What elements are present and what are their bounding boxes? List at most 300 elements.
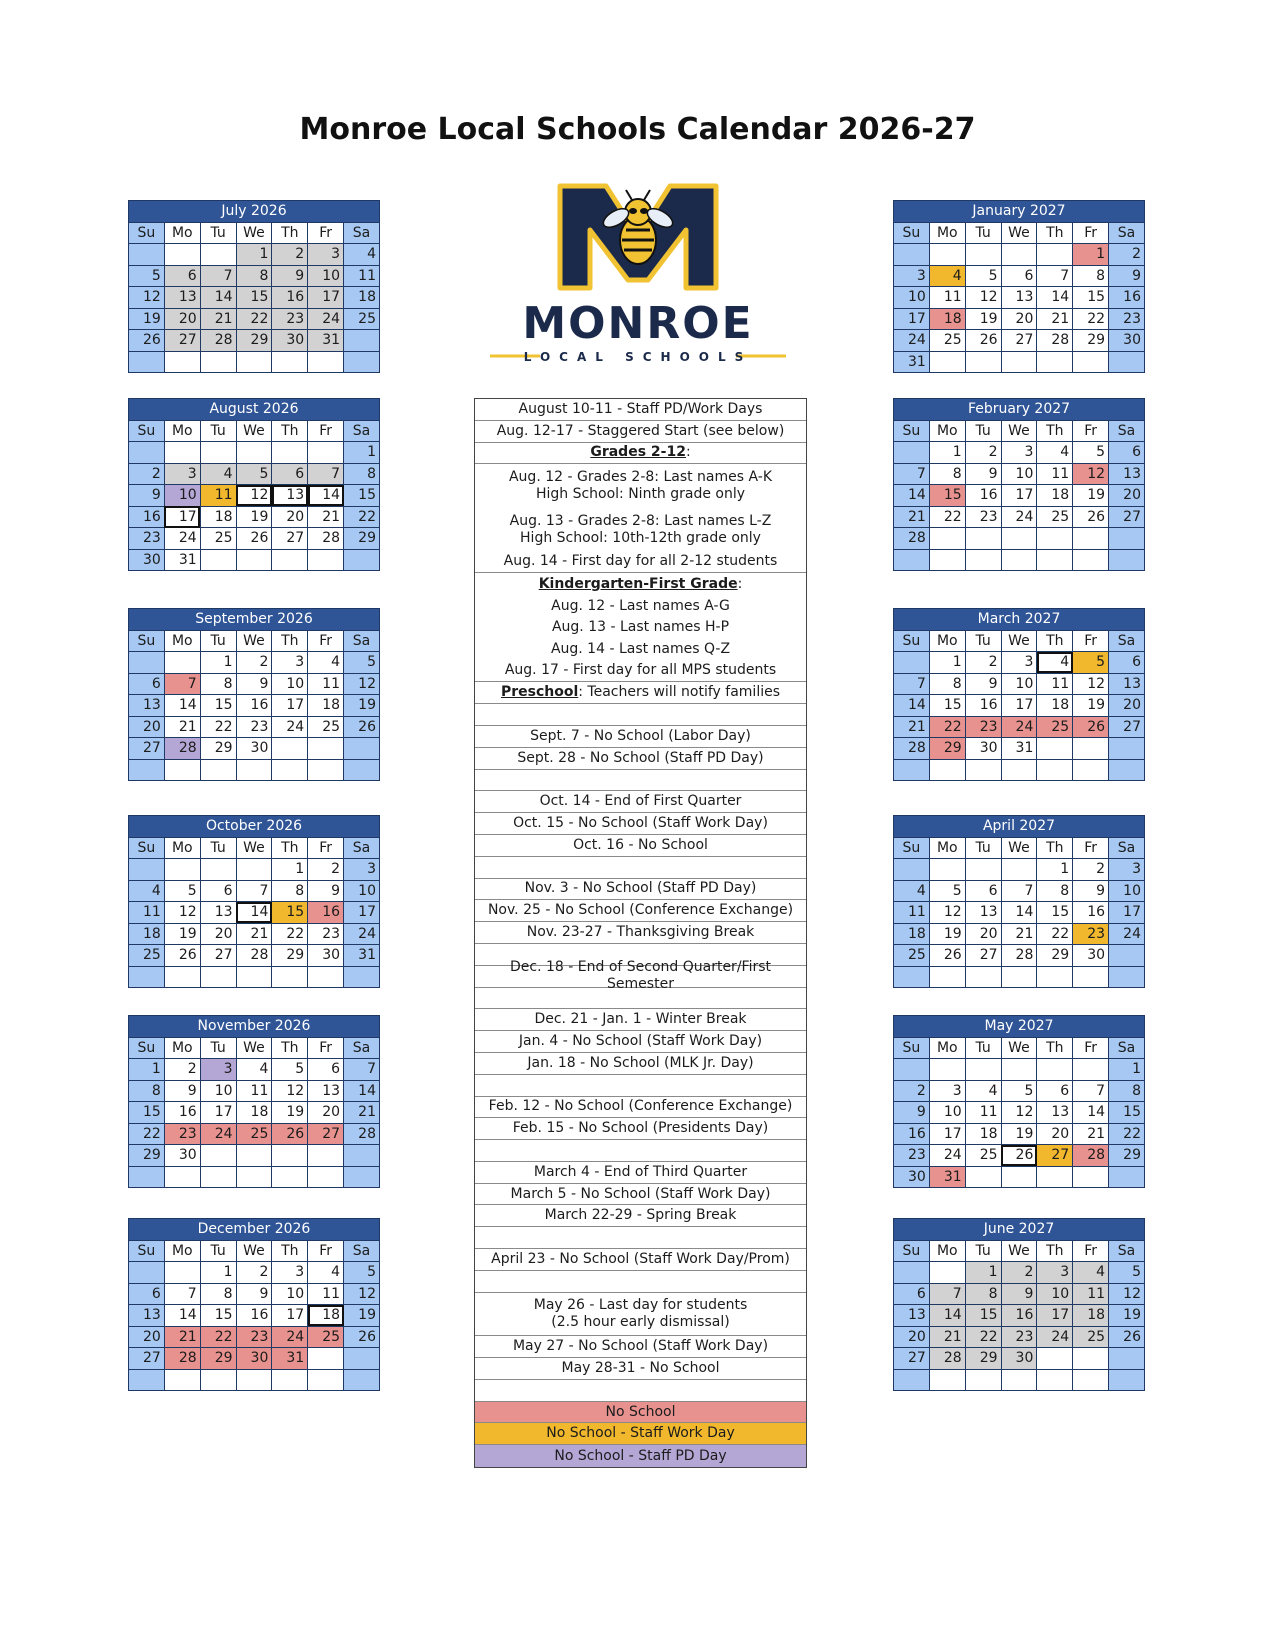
weekday-header: We: [1001, 1037, 1037, 1059]
event-text: August 10-11 - Staff PD/Work Days: [518, 400, 763, 417]
event-text: High School: Ninth grade only: [535, 486, 746, 503]
calendar-day: 21: [1001, 923, 1037, 945]
empty-day-cell: [272, 442, 308, 464]
calendar-day: 22: [236, 308, 272, 330]
weekday-header: Th: [272, 222, 308, 244]
weekday-header: Su: [129, 837, 165, 859]
empty-day-cell: [929, 1262, 965, 1284]
empty-day-cell: [344, 549, 380, 571]
calendar-day: 13: [164, 287, 200, 309]
event-item: [475, 835, 806, 857]
calendar-day: 19: [1073, 695, 1109, 717]
calendar-day: 4: [965, 1080, 1001, 1102]
calendar-day: 7: [1001, 880, 1037, 902]
month-header: July 2026: [129, 201, 380, 223]
weekday-header: Fr: [308, 1240, 344, 1262]
calendar-day: 5: [344, 1262, 380, 1284]
calendar-day: 7: [1037, 265, 1073, 287]
calendar-day: 27: [272, 528, 308, 550]
weekday-header: Tu: [200, 1037, 236, 1059]
empty-day-cell: [164, 442, 200, 464]
empty-day-cell: [965, 528, 1001, 550]
calendar-day: 21: [308, 506, 344, 528]
calendar-day: 26: [164, 945, 200, 967]
calendar-day: 22: [200, 716, 236, 738]
calendar-day: 17: [929, 1123, 965, 1145]
empty-day-cell: [1109, 1369, 1145, 1391]
empty-day-cell: [308, 1145, 344, 1167]
calendar-day: 7: [164, 1283, 200, 1305]
calendar-day: 8: [200, 1283, 236, 1305]
calendar-day: 24: [272, 1326, 308, 1348]
calendar-day: 12: [272, 1080, 308, 1102]
calendar-day: 28: [200, 330, 236, 352]
month-header: November 2026: [129, 1016, 380, 1038]
calendar-day: 15: [344, 485, 380, 507]
calendar-day: 25: [965, 1145, 1001, 1167]
weekday-header: Th: [1037, 837, 1073, 859]
empty-day-cell: [344, 759, 380, 781]
calendar-day: 7: [344, 1059, 380, 1081]
calendar-day: 8: [344, 463, 380, 485]
event-item: [475, 552, 806, 574]
event-text: Oct. 14 - End of First Quarter: [539, 793, 742, 810]
empty-day-cell: [1037, 738, 1073, 760]
empty-day-cell: [200, 1369, 236, 1391]
monroe-logo: [488, 178, 788, 368]
empty-day-cell: [1037, 1059, 1073, 1081]
calendar-day: 12: [129, 287, 165, 309]
empty-day-cell: [1001, 1166, 1037, 1188]
calendar-day: 23: [965, 506, 1001, 528]
calendar-day: 10: [344, 880, 380, 902]
calendar-day: 6: [894, 1283, 930, 1305]
calendar-day: 2: [894, 1080, 930, 1102]
calendar-day: 26: [272, 1123, 308, 1145]
calendar-day: 25: [129, 945, 165, 967]
calendar-day: 20: [129, 1326, 165, 1348]
empty-day-cell: [1037, 549, 1073, 571]
empty-day-cell: [965, 351, 1001, 373]
weekday-header: Su: [894, 1037, 930, 1059]
month-calendar: [128, 608, 380, 781]
event-item: [475, 900, 806, 922]
empty-day-cell: [164, 244, 200, 266]
calendar-day: 19: [929, 923, 965, 945]
calendar-day: 27: [1109, 506, 1145, 528]
calendar-day: 2: [236, 652, 272, 674]
weekday-header: Mo: [929, 1240, 965, 1262]
event-text: May 28-31 - No School: [561, 1359, 720, 1376]
calendar-day: 26: [1073, 506, 1109, 528]
calendar-day: 22: [272, 923, 308, 945]
calendar-day: 7: [894, 673, 930, 695]
event-item: [475, 464, 806, 508]
event-item: [475, 639, 806, 661]
calendar-day: 5: [129, 265, 165, 287]
empty-day-cell: [164, 759, 200, 781]
weekday-header: Tu: [965, 222, 1001, 244]
event-item: [475, 421, 806, 443]
calendar-day: 17: [1001, 485, 1037, 507]
calendar-day: 25: [200, 528, 236, 550]
calendar-day: 3: [200, 1059, 236, 1081]
empty-day-cell: [164, 1166, 200, 1188]
calendar-day: 11: [308, 1283, 344, 1305]
weekday-header: Sa: [1109, 1240, 1145, 1262]
empty-day-cell: [1109, 1166, 1145, 1188]
empty-day-cell: [272, 1166, 308, 1188]
month-header: August 2026: [129, 399, 380, 421]
calendar-day: 23: [308, 923, 344, 945]
calendar-day: 28: [894, 738, 930, 760]
calendar-day: 18: [965, 1123, 1001, 1145]
calendar-day: 8: [1037, 880, 1073, 902]
event-text: High School: 10th-12th grade only: [520, 529, 761, 546]
calendar-day: 17: [1109, 902, 1145, 924]
empty-day-cell: [1001, 966, 1037, 988]
event-text: Nov. 23-27 - Thanksgiving Break: [526, 924, 755, 941]
weekday-header: Tu: [965, 420, 1001, 442]
empty-day-cell: [929, 859, 965, 881]
empty-day-cell: [129, 244, 165, 266]
calendar-day: 2: [1001, 1262, 1037, 1284]
empty-day-cell: [344, 1145, 380, 1167]
calendar-day: 11: [1073, 1283, 1109, 1305]
event-heading: Kindergarten-First Grade:: [538, 575, 743, 592]
calendar-day: 16: [1109, 287, 1145, 309]
weekday-header: Mo: [929, 1037, 965, 1059]
calendar-day: 16: [1001, 1305, 1037, 1327]
empty-day-cell: [1073, 966, 1109, 988]
calendar-day: 18: [929, 308, 965, 330]
legend-item: [475, 1423, 806, 1445]
calendar-day: 18: [308, 1305, 344, 1327]
weekday-header: We: [236, 420, 272, 442]
event-text: March 4 - End of Third Quarter: [533, 1163, 748, 1180]
calendar-day: 1: [965, 1262, 1001, 1284]
weekday-header: We: [1001, 222, 1037, 244]
weekday-header: Mo: [929, 837, 965, 859]
empty-day-cell: [344, 1348, 380, 1370]
weekday-header: Th: [272, 1037, 308, 1059]
calendar-day: 14: [164, 695, 200, 717]
calendar-day: 3: [1001, 442, 1037, 464]
weekday-header: We: [1001, 1240, 1037, 1262]
calendar-day: 12: [1073, 463, 1109, 485]
calendar-day: 25: [308, 716, 344, 738]
empty-day-cell: [308, 351, 344, 373]
empty-day-cell: [1073, 549, 1109, 571]
empty-day-cell: [236, 549, 272, 571]
calendar-day: 7: [308, 463, 344, 485]
empty-day-cell: [1001, 528, 1037, 550]
empty-day-cell: [1037, 1166, 1073, 1188]
month-header: December 2026: [129, 1219, 380, 1241]
calendar-day: 21: [344, 1102, 380, 1124]
event-text: April 23 - No School (Staff Work Day/Prom): [491, 1250, 790, 1267]
event-text: Sept. 28 - No School (Staff PD Day): [517, 749, 764, 766]
calendar-day: 17: [308, 287, 344, 309]
weekday-header: Mo: [164, 1037, 200, 1059]
event-text: Aug. 14 - Last names Q-Z: [550, 641, 731, 658]
weekday-header: Su: [129, 1240, 165, 1262]
empty-day-cell: [129, 759, 165, 781]
weekday-header: Sa: [344, 837, 380, 859]
calendar-day: 27: [1109, 716, 1145, 738]
event-item: [475, 1140, 806, 1162]
calendar-day: 6: [1109, 652, 1145, 674]
empty-day-cell: [1037, 759, 1073, 781]
empty-day-cell: [1073, 528, 1109, 550]
calendar-day: 7: [1073, 1080, 1109, 1102]
calendar-day: 19: [965, 308, 1001, 330]
calendar-day: 4: [308, 1262, 344, 1284]
month-calendar: [893, 398, 1145, 571]
calendar-day: 14: [308, 485, 344, 507]
calendar-day: 8: [929, 463, 965, 485]
calendar-day: 11: [308, 673, 344, 695]
empty-day-cell: [1037, 966, 1073, 988]
empty-day-cell: [236, 966, 272, 988]
calendar-day: 30: [965, 738, 1001, 760]
calendar-day: 20: [1037, 1123, 1073, 1145]
calendar-day: 17: [272, 1305, 308, 1327]
calendar-day: 11: [200, 485, 236, 507]
empty-day-cell: [308, 1369, 344, 1391]
calendar-day: 29: [272, 945, 308, 967]
weekday-header: Sa: [344, 222, 380, 244]
calendar-day: 18: [344, 287, 380, 309]
calendar-day: 14: [344, 1080, 380, 1102]
calendar-day: 31: [308, 330, 344, 352]
empty-day-cell: [344, 1166, 380, 1188]
empty-day-cell: [1073, 1348, 1109, 1370]
calendar-day: 2: [1073, 859, 1109, 881]
calendar-day: 17: [1037, 1305, 1073, 1327]
weekday-header: We: [236, 630, 272, 652]
empty-day-cell: [965, 759, 1001, 781]
calendar-day: 19: [1109, 1305, 1145, 1327]
calendar-day: 5: [965, 265, 1001, 287]
weekday-header: Sa: [344, 630, 380, 652]
calendar-day: 24: [1001, 506, 1037, 528]
empty-day-cell: [200, 549, 236, 571]
calendar-day: 29: [200, 1348, 236, 1370]
calendar-day: 20: [1001, 308, 1037, 330]
empty-day-cell: [929, 549, 965, 571]
weekday-header: Mo: [929, 222, 965, 244]
legend-label: No School - Staff PD Day: [554, 1447, 727, 1464]
empty-day-cell: [894, 652, 930, 674]
calendar-day: 15: [929, 695, 965, 717]
month-calendar: [893, 1015, 1145, 1188]
empty-day-cell: [1109, 351, 1145, 373]
empty-day-cell: [308, 738, 344, 760]
event-item: [475, 1227, 806, 1249]
calendar-day: 21: [929, 1326, 965, 1348]
calendar-day: 13: [1037, 1102, 1073, 1124]
calendar-day: 20: [272, 506, 308, 528]
weekday-header: Th: [1037, 420, 1073, 442]
calendar-day: 5: [1109, 1262, 1145, 1284]
month-calendar: [128, 1015, 380, 1188]
calendar-day: 17: [344, 902, 380, 924]
calendar-day: 24: [272, 716, 308, 738]
empty-day-cell: [894, 1369, 930, 1391]
empty-day-cell: [1001, 859, 1037, 881]
empty-day-cell: [965, 966, 1001, 988]
empty-day-cell: [1109, 738, 1145, 760]
calendar-day: 14: [929, 1305, 965, 1327]
calendar-day: 13: [894, 1305, 930, 1327]
weekday-header: Th: [272, 630, 308, 652]
event-text: Nov. 25 - No School (Conference Exchange): [487, 902, 794, 919]
calendar-day: 29: [200, 738, 236, 760]
empty-day-cell: [129, 652, 165, 674]
calendar-day: 3: [272, 1262, 308, 1284]
empty-day-cell: [308, 442, 344, 464]
weekday-header: Tu: [200, 837, 236, 859]
event-item: [475, 959, 806, 993]
legend-label: No School - Staff Work Day: [546, 1425, 735, 1442]
calendar-day: 5: [236, 463, 272, 485]
empty-day-cell: [929, 528, 965, 550]
calendar-day: 2: [308, 859, 344, 881]
calendar-day: 20: [164, 308, 200, 330]
calendar-day: 1: [344, 442, 380, 464]
event-item: [475, 661, 806, 683]
calendar-day: 28: [164, 738, 200, 760]
empty-day-cell: [272, 759, 308, 781]
empty-day-cell: [1109, 966, 1145, 988]
empty-day-cell: [1109, 1348, 1145, 1370]
empty-day-cell: [129, 1166, 165, 1188]
empty-day-cell: [894, 966, 930, 988]
calendar-day: 23: [894, 1145, 930, 1167]
weekday-header: Mo: [164, 630, 200, 652]
empty-day-cell: [1037, 1369, 1073, 1391]
calendar-day: 7: [236, 880, 272, 902]
calendar-day: 12: [344, 1283, 380, 1305]
calendar-day: 22: [965, 1326, 1001, 1348]
hornet-m-emblem-icon: [488, 178, 788, 368]
empty-day-cell: [929, 1059, 965, 1081]
calendar-day: 22: [1109, 1123, 1145, 1145]
calendar-day: 22: [1073, 308, 1109, 330]
calendar-day: 11: [344, 265, 380, 287]
calendar-day: 27: [308, 1123, 344, 1145]
calendar-day: 6: [1037, 1080, 1073, 1102]
calendar-day: 28: [1037, 330, 1073, 352]
calendar-day: 14: [1037, 287, 1073, 309]
event-item: [475, 748, 806, 770]
calendar-day: 16: [129, 506, 165, 528]
calendar-day: 5: [929, 880, 965, 902]
calendar-day: 2: [129, 463, 165, 485]
event-item: [475, 770, 806, 792]
calendar-day: 18: [200, 506, 236, 528]
weekday-header: Fr: [1073, 630, 1109, 652]
calendar-day: 23: [1109, 308, 1145, 330]
calendar-day: 28: [344, 1123, 380, 1145]
weekday-header: Su: [129, 420, 165, 442]
weekday-header: Mo: [929, 420, 965, 442]
event-heading: Grades 2-12:: [590, 444, 691, 461]
calendar-day: 4: [929, 265, 965, 287]
empty-day-cell: [965, 244, 1001, 266]
empty-day-cell: [236, 859, 272, 881]
calendar-day: 18: [1037, 485, 1073, 507]
calendar-day: 3: [1001, 652, 1037, 674]
calendar-day: 20: [894, 1326, 930, 1348]
calendar-day: 19: [344, 695, 380, 717]
calendar-day: 8: [1073, 265, 1109, 287]
calendar-day: 27: [200, 945, 236, 967]
calendar-day: 22: [1037, 923, 1073, 945]
calendar-day: 16: [236, 695, 272, 717]
calendar-day: 25: [1037, 506, 1073, 528]
event-item: [475, 813, 806, 835]
calendar-day: 30: [236, 738, 272, 760]
calendar-day: 24: [1109, 923, 1145, 945]
calendar-day: 12: [236, 485, 272, 507]
calendar-day: 4: [236, 1059, 272, 1081]
calendar-day: 14: [894, 485, 930, 507]
weekday-header: Tu: [965, 1037, 1001, 1059]
event-list: [474, 398, 807, 1468]
legend-label: No School: [605, 1403, 676, 1420]
calendar-day: 12: [929, 902, 965, 924]
calendar-day: 5: [1001, 1080, 1037, 1102]
calendar-day: 23: [164, 1123, 200, 1145]
calendar-day: 8: [200, 673, 236, 695]
weekday-header: Su: [129, 222, 165, 244]
weekday-header: Fr: [1073, 1240, 1109, 1262]
calendar-day: 6: [129, 1283, 165, 1305]
calendar-day: 3: [929, 1080, 965, 1102]
empty-day-cell: [1001, 351, 1037, 373]
calendar-day: 26: [965, 330, 1001, 352]
calendar-day: 28: [164, 1348, 200, 1370]
event-text: May 27 - No School (Staff Work Day): [512, 1338, 769, 1355]
calendar-day: 16: [965, 695, 1001, 717]
calendar-day: 17: [1001, 695, 1037, 717]
calendar-day: 15: [1109, 1102, 1145, 1124]
weekday-header: Sa: [1109, 837, 1145, 859]
event-item: [475, 1271, 806, 1293]
calendar-day: 15: [1073, 287, 1109, 309]
weekday-header: Fr: [308, 630, 344, 652]
empty-day-cell: [272, 738, 308, 760]
month-calendar: [893, 815, 1145, 988]
calendar-day: 2: [272, 244, 308, 266]
calendar-day: 3: [272, 652, 308, 674]
calendar-day: 2: [1109, 244, 1145, 266]
empty-day-cell: [1001, 549, 1037, 571]
weekday-header: Sa: [1109, 1037, 1145, 1059]
calendar-day: 14: [200, 287, 236, 309]
empty-day-cell: [965, 1369, 1001, 1391]
calendar-day: 20: [1109, 695, 1145, 717]
calendar-day: 28: [929, 1348, 965, 1370]
calendar-day: 27: [1037, 1145, 1073, 1167]
calendar-day: 12: [164, 902, 200, 924]
calendar-day: 10: [164, 485, 200, 507]
legend-item: [475, 1402, 806, 1424]
month-calendar: [893, 200, 1145, 373]
empty-day-cell: [894, 859, 930, 881]
